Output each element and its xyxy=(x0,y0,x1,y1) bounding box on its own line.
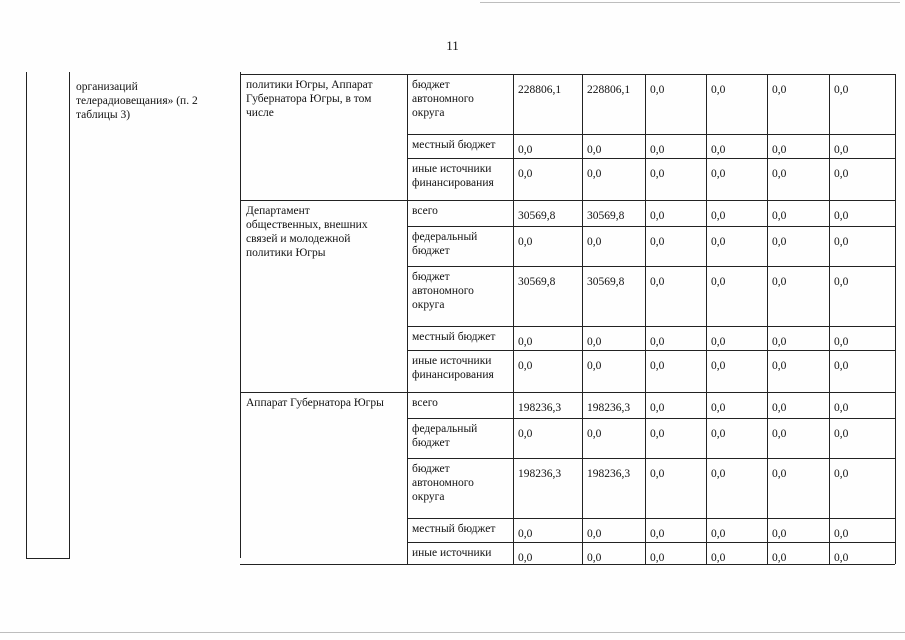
value-cell: 198236,3 xyxy=(587,468,631,480)
value-cell: 0,0 xyxy=(650,236,665,248)
row-separator xyxy=(407,518,895,519)
page-number: 11 xyxy=(446,38,459,53)
value-cell: 0,0 xyxy=(711,552,726,564)
value-cell: 0,0 xyxy=(834,84,849,96)
table-bottom-left xyxy=(26,558,70,559)
value-cell: 0,0 xyxy=(711,144,726,156)
value-cell: 0,0 xyxy=(650,360,665,372)
funding-source-cell: бюджет автономного округа xyxy=(412,79,474,119)
value-cell: 0,0 xyxy=(650,336,665,348)
column-divider-1 xyxy=(69,72,70,558)
value-cell: 0,0 xyxy=(587,360,602,372)
value-cell: 0,0 xyxy=(834,428,849,440)
value-cell: 0,0 xyxy=(711,168,726,180)
value-cell: 0,0 xyxy=(772,360,787,372)
value-cell: 0,0 xyxy=(772,236,787,248)
value-cell: 0,0 xyxy=(834,360,849,372)
value-cell: 0,0 xyxy=(772,336,787,348)
value-cell: 0,0 xyxy=(834,144,849,156)
value-cell: 0,0 xyxy=(587,236,602,248)
value-cell: 0,0 xyxy=(834,276,849,288)
scan-edge-bottom xyxy=(0,632,905,633)
value-cell: 0,0 xyxy=(650,144,665,156)
value-cell: 0,0 xyxy=(650,528,665,540)
table-column-line-6 xyxy=(829,74,830,564)
value-cell: 0,0 xyxy=(650,84,665,96)
value-cell: 0,0 xyxy=(834,402,849,414)
value-cell: 0,0 xyxy=(587,528,602,540)
row-separator xyxy=(407,350,895,351)
value-cell: 0,0 xyxy=(650,210,665,222)
value-cell: 0,0 xyxy=(772,276,787,288)
value-cell: 0,0 xyxy=(518,360,533,372)
value-cell: 198236,3 xyxy=(518,402,562,414)
value-cell: 0,0 xyxy=(834,168,849,180)
executor-cell: политики Югры, Аппарат Губернатора Югры, в том числе xyxy=(246,79,373,119)
value-cell: 198236,3 xyxy=(518,468,562,480)
value-cell: 0,0 xyxy=(772,528,787,540)
value-cell: 0,0 xyxy=(650,428,665,440)
table-bottom-border xyxy=(240,564,895,565)
value-cell: 0,0 xyxy=(772,84,787,96)
value-cell: 0,0 xyxy=(772,552,787,564)
row-separator xyxy=(407,158,895,159)
funding-source-cell: местный бюджет xyxy=(412,139,496,151)
table-column-line-2 xyxy=(582,74,583,564)
value-cell: 0,0 xyxy=(711,528,726,540)
funding-source-cell: всего xyxy=(412,205,438,217)
value-cell: 0,0 xyxy=(711,468,726,480)
scan-edge-top xyxy=(480,2,900,3)
value-cell: 0,0 xyxy=(772,168,787,180)
executor-cell: Аппарат Губернатора Югры xyxy=(246,397,384,409)
value-cell: 0,0 xyxy=(518,168,533,180)
value-cell: 0,0 xyxy=(711,84,726,96)
funding-source-cell: федеральный бюджет xyxy=(412,423,478,449)
value-cell: 0,0 xyxy=(587,168,602,180)
value-cell: 0,0 xyxy=(587,428,602,440)
value-cell: 0,0 xyxy=(711,276,726,288)
value-cell: 0,0 xyxy=(650,276,665,288)
value-cell: 198236,3 xyxy=(587,402,631,414)
value-cell: 0,0 xyxy=(834,528,849,540)
column-divider-2 xyxy=(240,72,241,558)
funding-source-cell: всего xyxy=(412,397,438,409)
row-separator xyxy=(407,134,895,135)
funding-source-cell: местный бюджет xyxy=(412,523,496,535)
value-cell: 30569,8 xyxy=(587,210,625,222)
value-cell: 0,0 xyxy=(518,552,533,564)
value-cell: 0,0 xyxy=(650,552,665,564)
table-column-line-3 xyxy=(645,74,646,564)
value-cell: 0,0 xyxy=(650,168,665,180)
executor-cell: Департамент общественных, внешних связей и молодежной политики Югры xyxy=(246,205,368,259)
value-cell: 228806,1 xyxy=(587,84,631,96)
value-cell: 0,0 xyxy=(772,468,787,480)
value-cell: 0,0 xyxy=(711,360,726,372)
value-cell: 0,0 xyxy=(834,236,849,248)
value-cell: 0,0 xyxy=(650,468,665,480)
value-cell: 30569,8 xyxy=(587,276,625,288)
table-left-border xyxy=(26,72,27,558)
funding-source-cell: местный бюджет xyxy=(412,331,496,343)
group-separator xyxy=(240,392,895,393)
table-column-line-0 xyxy=(407,74,408,564)
value-cell: 0,0 xyxy=(834,468,849,480)
funding-source-cell: иные источники финансирования xyxy=(412,163,494,189)
table-column-line-7 xyxy=(895,74,896,564)
funding-source-cell: федеральный бюджет xyxy=(412,231,478,257)
value-cell: 0,0 xyxy=(587,552,602,564)
value-cell: 0,0 xyxy=(518,236,533,248)
value-cell: 0,0 xyxy=(711,336,726,348)
table-column-line-1 xyxy=(513,74,514,564)
funding-source-cell: бюджет автономного округа xyxy=(412,463,474,503)
value-cell: 228806,1 xyxy=(518,84,562,96)
value-cell: 0,0 xyxy=(772,210,787,222)
group-separator xyxy=(240,200,895,201)
table-top-border xyxy=(240,74,895,75)
section-title-text: организаций телерадиовещания» (п. 2 таблицы 3) xyxy=(76,81,198,121)
row-separator xyxy=(407,458,895,459)
value-cell: 0,0 xyxy=(518,336,533,348)
value-cell: 0,0 xyxy=(650,402,665,414)
value-cell: 0,0 xyxy=(711,428,726,440)
value-cell: 0,0 xyxy=(711,236,726,248)
value-cell: 0,0 xyxy=(772,402,787,414)
value-cell: 0,0 xyxy=(587,336,602,348)
value-cell: 0,0 xyxy=(772,144,787,156)
value-cell: 0,0 xyxy=(834,336,849,348)
value-cell: 0,0 xyxy=(587,144,602,156)
row-separator xyxy=(407,226,895,227)
row-separator xyxy=(407,326,895,327)
value-cell: 30569,8 xyxy=(518,210,556,222)
row-separator xyxy=(407,542,895,543)
value-cell: 0,0 xyxy=(518,528,533,540)
funding-source-cell: иные источники финансирования xyxy=(412,355,494,381)
value-cell: 0,0 xyxy=(518,144,533,156)
funding-source-cell: иные источники xyxy=(412,547,492,559)
value-cell: 0,0 xyxy=(834,210,849,222)
value-cell: 0,0 xyxy=(518,428,533,440)
row-separator xyxy=(407,266,895,267)
value-cell: 0,0 xyxy=(834,552,849,564)
value-cell: 30569,8 xyxy=(518,276,556,288)
value-cell: 0,0 xyxy=(711,402,726,414)
value-cell: 0,0 xyxy=(711,210,726,222)
value-cell: 0,0 xyxy=(772,428,787,440)
table-column-line-5 xyxy=(767,74,768,564)
table-column-line-4 xyxy=(706,74,707,564)
row-separator xyxy=(407,418,895,419)
funding-source-cell: бюджет автономного округа xyxy=(412,271,474,311)
